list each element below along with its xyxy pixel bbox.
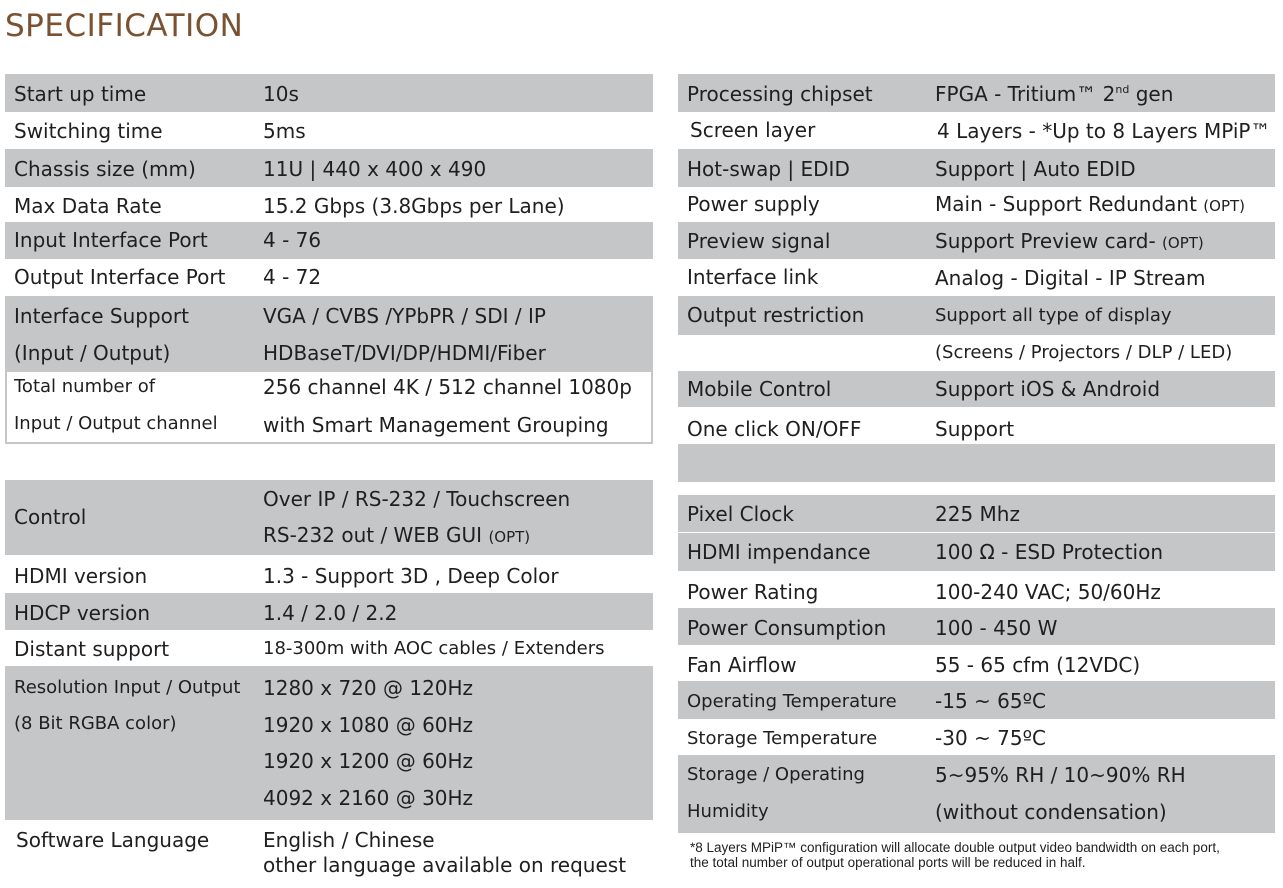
spec-row-fan-airflow: [678, 645, 1275, 681]
spec-row-output-interface-port: [5, 259, 653, 296]
spec-value: 225 Mhz: [935, 502, 1020, 526]
spec-row-hdcp-version: [5, 593, 653, 630]
spec-row-control: [5, 480, 653, 555]
spec-value: Support all type of display: [935, 305, 1172, 326]
spec-label: Processing chipset: [687, 82, 873, 106]
spec-label: Total number of: [14, 376, 156, 397]
spec-row-power-rating: [678, 571, 1275, 608]
spec-value: RS-232 out / WEB GUI (OPT): [263, 523, 531, 547]
spec-row-mobile-control: [678, 371, 1275, 407]
spec-value: Support Preview card- (OPT): [935, 229, 1204, 253]
spec-row-operating-temperature: [678, 681, 1275, 719]
spec-value: Main - Support Redundant (OPT): [935, 192, 1245, 216]
spec-label: Mobile Control: [687, 377, 832, 401]
spec-label: Software Language: [16, 828, 210, 852]
spec-label: Start up time: [14, 82, 147, 106]
spec-value: 5ms: [263, 119, 306, 143]
spec-row-humidity: [678, 755, 1275, 833]
spec-row-preview-signal: [678, 222, 1275, 259]
spec-table-right: [678, 74, 1275, 833]
spec-label: Screen layer: [690, 118, 816, 142]
spec-value: 55 - 65 cfm (12VDC): [935, 653, 1141, 677]
spec-value: (Screens / Projectors / DLP / LED): [935, 342, 1233, 363]
spec-row-hdmi-version: [5, 555, 653, 593]
spec-value: 256 channel 4K / 512 channel 1080p: [263, 375, 632, 399]
spec-value: -15 ~ 65ºC: [935, 689, 1046, 713]
spec-row-max-data-rate: [5, 187, 653, 222]
spec-label: Hot-swap | EDID: [687, 157, 850, 181]
spec-value: 11U | 440 x 400 x 490: [263, 157, 487, 181]
spec-row-hdmi-impendance: [678, 532, 1275, 571]
spec-value: 1.3 - Support 3D , Deep Color: [263, 564, 559, 588]
spec-label: Max Data Rate: [14, 194, 162, 218]
spec-label: Humidity: [687, 801, 769, 822]
spec-label: Input / Output channel: [14, 413, 218, 434]
spec-label: Control: [14, 505, 87, 529]
spec-label: Switching time: [14, 119, 163, 143]
spec-row-screen-layer: [678, 112, 1275, 149]
spec-label: Output restriction: [687, 303, 865, 327]
spec-label: Pixel Clock: [687, 502, 794, 526]
spec-row-total-channels: [5, 370, 653, 444]
spec-table-left: [5, 74, 653, 882]
spec-value: 1.4 / 2.0 / 2.2: [263, 601, 398, 625]
spec-value: VGA / CVBS /YPbPR / SDI / IP: [263, 304, 546, 328]
spec-value: Support: [935, 417, 1015, 441]
spec-value: -30 ~ 75ºC: [935, 726, 1046, 750]
spec-value: Analog - Digital - IP Stream: [935, 266, 1206, 290]
spec-label: Interface link: [687, 265, 819, 289]
spec-label: Storage / Operating: [687, 764, 865, 785]
spec-row-interface-link: [678, 259, 1275, 296]
spec-label: Chassis size (mm): [14, 157, 196, 181]
spec-row-processing-chipset: [678, 74, 1275, 112]
spec-row-storage-temperature: [678, 719, 1275, 755]
resolution-value: 1920 x 1200 @ 60Hz: [263, 749, 474, 773]
spec-row-output-restriction: [678, 296, 1275, 335]
spec-value: 100 Ω - ESD Protection: [935, 540, 1164, 564]
spec-value: (without condensation): [935, 800, 1167, 824]
spec-label: HDMI impendance: [687, 540, 871, 564]
spec-label: Fan Airflow: [687, 653, 797, 677]
spec-label: Preview signal: [687, 229, 831, 253]
spec-row-output-restriction-cont: [678, 335, 1275, 371]
spec-value: Support | Auto EDID: [935, 157, 1136, 181]
spec-label: Input Interface Port: [14, 228, 208, 252]
resolution-value: 4092 x 2160 @ 30Hz: [263, 786, 474, 810]
spec-value: 4 - 72: [263, 265, 322, 289]
spec-label: Power supply: [687, 192, 820, 216]
spec-row-interface-support: [5, 296, 653, 370]
spec-label: One click ON/OFF: [687, 417, 862, 441]
spec-row-pixel-clock: [678, 495, 1275, 532]
spec-value: HDBaseT/DVI/DP/HDMI/Fiber: [263, 341, 546, 365]
spec-value: other language available on request: [263, 853, 627, 877]
spec-label: Storage Temperature: [687, 728, 878, 749]
spec-value: English / Chinese: [263, 828, 435, 852]
spec-label: Power Rating: [687, 580, 819, 604]
spec-label: (8 Bit RGBA color): [14, 713, 177, 734]
spec-label: (Input / Output): [14, 341, 171, 365]
spec-label: Output Interface Port: [14, 265, 226, 289]
spec-value: with Smart Management Grouping: [263, 413, 609, 437]
spec-row-power-consumption: [678, 608, 1275, 645]
page-title: SPECIFICATION: [5, 8, 244, 44]
spec-value: 10s: [263, 82, 299, 106]
spec-row-distant-support: [5, 630, 653, 666]
spec-row-startup-time: [5, 74, 653, 112]
footnote: [690, 840, 1220, 870]
spec-label: HDCP version: [14, 601, 151, 625]
spec-label: Power Consumption: [687, 616, 887, 640]
resolution-value: 1280 x 720 @ 120Hz: [263, 676, 474, 700]
spec-value: 5~95% RH / 10~90% RH: [935, 763, 1186, 787]
spec-value: 4 - 76: [263, 228, 322, 252]
spec-row-one-click: [678, 407, 1275, 444]
resolution-value: 1920 x 1080 @ 60Hz: [263, 713, 474, 737]
spec-label: Interface Support: [14, 304, 189, 328]
spec-row-chassis-size: [5, 149, 653, 187]
footnote-line: the total number of output operational ports will be reduced in half.: [690, 855, 1086, 870]
spec-value: 100 - 450 W: [935, 616, 1058, 640]
spec-value: Support iOS & Android: [935, 377, 1161, 401]
spec-value: Over IP / RS-232 / Touchscreen: [263, 487, 571, 511]
spec-label: HDMI version: [14, 564, 148, 588]
spec-row-empty: [678, 444, 1275, 482]
spec-label: Distant support: [14, 637, 170, 661]
spec-value: FPGA - Tritium™ 2nd gen: [935, 82, 1174, 106]
spec-row-hot-swap-edid: [678, 149, 1275, 187]
spec-label: Resolution Input / Output: [14, 677, 241, 698]
spec-value: 15.2 Gbps (3.8Gbps per Lane): [263, 194, 565, 218]
spec-row-power-supply: [678, 187, 1275, 222]
spec-row-input-interface-port: [5, 222, 653, 259]
spec-row-switching-time: [5, 112, 653, 149]
spec-value: 4 Layers - *Up to 8 Layers MPiP™: [937, 119, 1271, 143]
spec-value: 100-240 VAC; 50/60Hz: [935, 580, 1161, 604]
spec-label: Operating Temperature: [687, 691, 897, 712]
spec-value: 18-300m with AOC cables / Extenders: [263, 638, 605, 659]
spec-row-resolution: [5, 666, 653, 820]
footnote-line: *8 Layers MPiP™ configuration will allocate double output video bandwidth on each port,: [690, 840, 1220, 855]
spec-row-software-language: [5, 820, 653, 882]
